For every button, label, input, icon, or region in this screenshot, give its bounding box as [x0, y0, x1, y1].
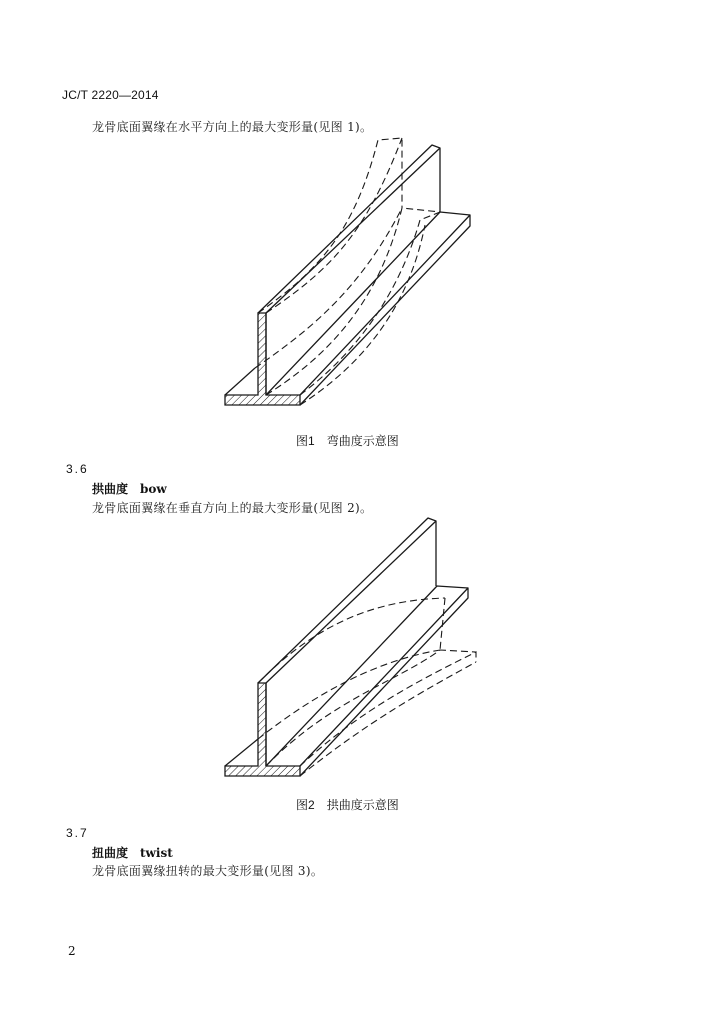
term-english: bow [140, 482, 167, 496]
definition-text: 龙骨底面翼缘在垂直方向上的最大变形量(见图 2)。 [92, 501, 373, 515]
term-english: twist [140, 846, 173, 860]
section-number: 3.6 [66, 462, 89, 476]
definition-text: 龙骨底面翼缘扭转的最大变形量(见图 3)。 [92, 864, 324, 878]
figure-1-label: 图1 [296, 434, 315, 448]
term-chinese: 扭曲度 [92, 846, 129, 860]
figure-2-title: 拱曲度示意图 [326, 798, 399, 812]
term-chinese: 拱曲度 [92, 482, 129, 496]
document-code: JC/T 2220—2014 [62, 88, 159, 102]
page-number: 2 [68, 944, 76, 958]
figure-2-label: 图2 [296, 798, 315, 812]
figure-1-title: 弯曲度示意图 [326, 434, 399, 448]
figure-2-caption [296, 796, 399, 813]
definition-text: 龙骨底面翼缘在水平方向上的最大变形量(见图 1)。 [92, 120, 373, 134]
term-heading [92, 844, 173, 861]
section-number: 3.7 [66, 826, 89, 840]
